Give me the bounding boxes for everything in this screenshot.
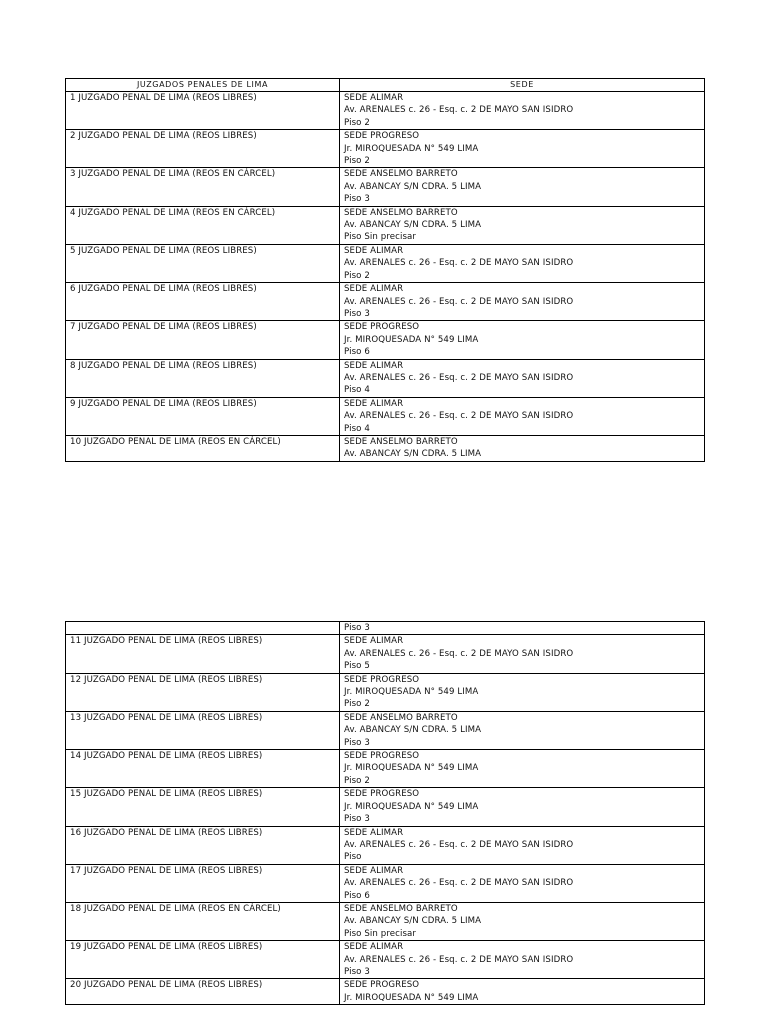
table-row [66,622,705,635]
table-row [66,244,705,282]
sede-line: SEDE ANSELMO BARRETO [344,903,458,914]
sede-line: Av. ABANCAY S/N CDRA. 5 LIMA [344,220,482,231]
juzgado-cell: 8 JUZGADO PENAL DE LIMA (REOS LIBRES) [66,359,340,397]
table-row [66,397,705,435]
juzgado-cell: 15 JUZGADO PENAL DE LIMA (REOS LIBRES) [66,788,340,826]
sede-line: Piso 5 [344,661,370,672]
juzgado-cell: 16 JUZGADO PENAL DE LIMA (REOS LIBRES) [66,826,340,864]
sede-line: Jr. MIROQUESADA N° 549 LIMA [344,687,479,698]
sede-line: Av. ARENALES c. 26 - Esq. c. 2 DE MAYO SAN ISIDRO [344,839,574,850]
table-row [66,359,705,397]
juzgado-cell: 3 JUZGADO PENAL DE LIMA (REOS EN CÁRCEL) [66,168,340,206]
sede-line: Piso 2 [344,117,370,128]
juzgado-cell: 9 JUZGADO PENAL DE LIMA (REOS LIBRES) [66,397,340,435]
sede-cell [340,359,705,397]
sede-line: SEDE PROGRESO [344,980,420,991]
table-row [66,92,705,130]
table-row [66,168,705,206]
sede-cell [340,283,705,321]
table-body-page-1 [66,92,705,462]
sede-cell [340,130,705,168]
sede-line: SEDE ALIMAR [344,284,404,295]
sede-line: SEDE ALIMAR [344,93,404,103]
sede-line: Av. ARENALES c. 26 - Esq. c. 2 DE MAYO SAN ISIDRO [344,105,574,116]
sede-line: SEDE ANSELMO BARRETO [344,712,458,723]
juzgado-cell: 4 JUZGADO PENAL DE LIMA (REOS EN CÁRCEL) [66,206,340,244]
juzgado-cell: 6 JUZGADO PENAL DE LIMA (REOS LIBRES) [66,283,340,321]
juzgado-cell: 12 JUZGADO PENAL DE LIMA (REOS LIBRES) [66,673,340,711]
sede-cell [340,711,705,749]
sede-line: Piso [344,852,362,863]
sede-cell [340,622,705,635]
sede-line: Piso 3 [344,194,370,205]
sede-line: SEDE ALIMAR [344,942,404,953]
sede-cell [340,206,705,244]
table-row [66,130,705,168]
juzgado-cell: 5 JUZGADO PENAL DE LIMA (REOS LIBRES) [66,244,340,282]
sede-line: Piso 3 [344,308,370,319]
sede-line: SEDE ALIMAR [344,360,404,371]
table-row [66,321,705,359]
sede-line: SEDE ANSELMO BARRETO [344,169,458,180]
table-row [66,673,705,711]
sede-line: Piso 2 [344,270,370,281]
sede-line: SEDE PROGRESO [344,751,420,762]
column-header-juzgado: JUZGADOS PENALES DE LIMA [66,79,340,92]
sede-cell [340,941,705,979]
table-row [66,864,705,902]
juzgado-cell: 18 JUZGADO PENAL DE LIMA (REOS EN CÁRCEL) [66,902,340,940]
sede-line: Jr. MIROQUESADA N° 549 LIMA [344,763,479,774]
table-row [66,941,705,979]
sede-line: Piso 6 [344,347,370,358]
sede-line: SEDE ALIMAR [344,636,404,647]
sede-line: SEDE PROGRESO [344,131,420,142]
sede-cell [340,321,705,359]
sede-cell [340,864,705,902]
sede-line: SEDE PROGRESO [344,674,420,685]
juzgado-cell [66,622,340,635]
sede-line: SEDE ALIMAR [344,245,404,256]
sede-line: Jr. MIROQUESADA N° 549 LIMA [344,143,479,154]
juzgado-cell: 1 JUZGADO PENAL DE LIMA (REOS LIBRES) [66,92,340,130]
sede-line: Piso 6 [344,890,370,901]
table-row [66,635,705,673]
sede-line: Av. ARENALES c. 26 - Esq. c. 2 DE MAYO SAN ISIDRO [344,372,574,383]
sede-line: Piso Sin precisar [344,928,417,939]
sede-cell [340,673,705,711]
table-row [66,750,705,788]
sede-cell [340,92,705,130]
juzgado-cell: 7 JUZGADO PENAL DE LIMA (REOS LIBRES) [66,321,340,359]
sede-line: Piso 3 [344,966,370,977]
sede-line: SEDE ALIMAR [344,827,404,838]
sede-line: Piso 2 [344,156,370,167]
sede-cell [340,435,705,461]
sede-line: Piso 4 [344,423,370,434]
sede-line: SEDE PROGRESO [344,789,420,800]
sede-cell [340,244,705,282]
sede-line: Piso 3 [344,623,370,633]
sede-cell [340,788,705,826]
table-row [66,711,705,749]
table-row [66,435,705,461]
sede-line: Av. ARENALES c. 26 - Esq. c. 2 DE MAYO SAN ISIDRO [344,648,574,659]
table-header-row [66,79,705,92]
juzgados-table-page-1 [65,78,705,462]
table-row [66,283,705,321]
sede-line: Jr. MIROQUESADA N° 549 LIMA [344,334,479,345]
sede-line: SEDE ANSELMO BARRETO [344,207,458,218]
sede-line: SEDE ANSELMO BARRETO [344,436,458,447]
juzgado-cell: 11 JUZGADO PENAL DE LIMA (REOS LIBRES) [66,635,340,673]
sede-cell [340,397,705,435]
juzgado-cell: 10 JUZGADO PENAL DE LIMA (REOS EN CÁRCEL) [66,435,340,461]
sede-cell [340,168,705,206]
sede-line: Piso 3 [344,737,370,748]
juzgado-cell: 20 JUZGADO PENAL DE LIMA (REOS LIBRES) [66,979,340,1005]
table-row [66,206,705,244]
sede-line: Av. ABANCAY S/N CDRA. 5 LIMA [344,449,482,460]
sede-line: Av. ARENALES c. 26 - Esq. c. 2 DE MAYO SAN ISIDRO [344,878,574,889]
sede-line: Jr. MIROQUESADA N° 549 LIMA [344,992,479,1003]
table-body-page-2 [66,622,705,1005]
sede-line: Av. ARENALES c. 26 - Esq. c. 2 DE MAYO SAN ISIDRO [344,296,574,307]
sede-line: Jr. MIROQUESADA N° 549 LIMA [344,801,479,812]
sede-line: SEDE ALIMAR [344,865,404,876]
sede-cell [340,635,705,673]
sede-line: SEDE ALIMAR [344,398,404,409]
juzgado-cell: 13 JUZGADO PENAL DE LIMA (REOS LIBRES) [66,711,340,749]
column-header-sede: SEDE [340,79,705,92]
sede-line: SEDE PROGRESO [344,322,420,333]
table-row [66,826,705,864]
sede-cell [340,979,705,1005]
table-row [66,902,705,940]
juzgado-cell: 14 JUZGADO PENAL DE LIMA (REOS LIBRES) [66,750,340,788]
sede-line: Piso 4 [344,385,370,396]
sede-line: Piso 2 [344,699,370,710]
sede-cell [340,902,705,940]
sede-line: Av. ARENALES c. 26 - Esq. c. 2 DE MAYO SAN ISIDRO [344,411,574,422]
juzgado-cell: 19 JUZGADO PENAL DE LIMA (REOS LIBRES) [66,941,340,979]
sede-line: Piso Sin precisar [344,232,417,243]
table-row [66,788,705,826]
sede-line: Av. ARENALES c. 26 - Esq. c. 2 DE MAYO SAN ISIDRO [344,258,574,269]
juzgados-table-page-2 [65,621,705,1005]
sede-line: Av. ABANCAY S/N CDRA. 5 LIMA [344,916,482,927]
sede-line: Piso 3 [344,814,370,825]
sede-cell [340,750,705,788]
table-row [66,979,705,1005]
sede-line: Piso 2 [344,775,370,786]
sede-line: Av. ABANCAY S/N CDRA. 5 LIMA [344,181,482,192]
juzgado-cell: 2 JUZGADO PENAL DE LIMA (REOS LIBRES) [66,130,340,168]
sede-line: Av. ARENALES c. 26 - Esq. c. 2 DE MAYO SAN ISIDRO [344,954,574,965]
juzgado-cell: 17 JUZGADO PENAL DE LIMA (REOS LIBRES) [66,864,340,902]
sede-cell [340,826,705,864]
sede-line: Av. ABANCAY S/N CDRA. 5 LIMA [344,725,482,736]
